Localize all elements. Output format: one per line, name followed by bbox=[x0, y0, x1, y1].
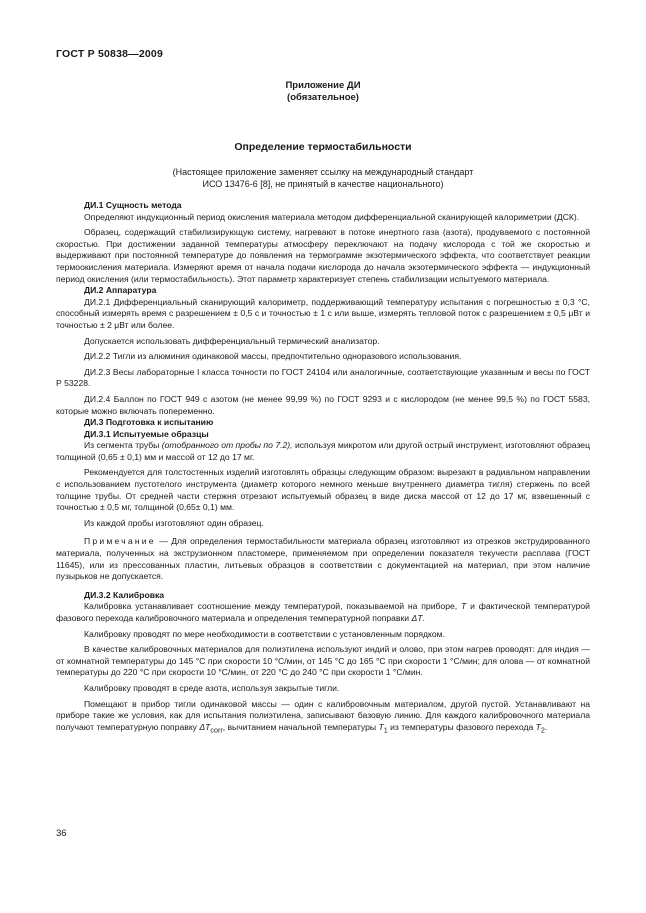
note-label: Примечание bbox=[84, 536, 156, 547]
paragraph: Помещают в прибор тигли одинаковой массы — один с калибровочным материалом, другой пустой. Устанавливают на приборе такие же условия, как для испытания полиэтилена, записывают базовую линию. Для каждого калибровочного материала получают температурную поправку $\Delta T_{corr}$, вычитанием начальной температуры $T_1$ из температуры фазового перехода $T_2$. bbox=[56, 698, 590, 735]
section-title: Определение термостабильности bbox=[234, 141, 412, 153]
paragraph: Образец, содержащий стабилизирующую систему, нагревают в потоке инертного газа (азота), продуваемого с постоянной скоростью. При достижении заданной температуры атмосферу переключают на подачу кислорода с той же скоростью и выдерживают при постоянной температуре до появления на термограмме экзотермического эффекта, что соответствует реакции термоокисления материала. Измеряют время от начала подачи кислорода до начала экзотермического эффекта — индукционный период окисления (или термостабильность). Этот параметр характеризует степень стабилизации испытуемого материала. bbox=[56, 227, 590, 284]
appendix-status: (обязательное) bbox=[287, 92, 359, 103]
paragraph: ДИ.2.1 Дифференциальный сканирующий калориметр, поддерживающий температуру испытания с погрешностью ± 0,3 °С, способный измерять время с разрешением ± 0,5 с и точностью ± 1 с или выше, измерять тепловой поток с разрешением ± 0,5 μВт и точностью ± 2 μВт или более. bbox=[56, 296, 590, 330]
heading-di3: ДИ.3 Подготовка к испытанию bbox=[84, 417, 214, 428]
paragraph: Калибровку проводят в среде азота, используя закрытые тигли. bbox=[84, 682, 340, 693]
document-body bbox=[56, 200, 590, 737]
heading-di32: ДИ.3.2 Калибровка bbox=[84, 589, 165, 600]
paragraph: Калибровка устанавливает соотношение между температурой, показываемой на приборе, T и фактической температурой фазового перехода калибровочного материала и определения температурной поправки ΔT. bbox=[56, 601, 590, 623]
section-note bbox=[56, 166, 590, 190]
appendix-title: Приложение ДИ bbox=[285, 80, 361, 91]
paragraph: ДИ.2.2 Тигли из алюминия одинаковой массы, предпочтительно одноразового использования. bbox=[84, 351, 462, 362]
paragraph: ДИ.2.4 Баллон по ГОСТ 949 с азотом (не менее 99,99 %) по ГОСТ 9293 и с кислородом (не менее 99,5 %) по ГОСТ 5583, которые можно включать попеременно. bbox=[56, 393, 590, 416]
paragraph: Рекомендуется для толстостенных изделий изготовлять образцы следующим образом: вырезают в радиальном направлении с использованием пустотелого инструмента (диаметр которого немного меньше внутреннего диаметра тигля) стержень по всей толщине трубы. От средней части стержня отрезают испытуемый образец в виде диска массой от 12 до 17 мг, взвешенный с точностью ± 0,5 мг, толщиной (0,65± 0,1) мм. bbox=[56, 467, 590, 513]
section-note-line1: (Настоящее приложение заменяет ссылку на международный стандарт bbox=[172, 167, 474, 177]
heading-di31: ДИ.3.1 Испытуемые образцы bbox=[84, 428, 209, 439]
standard-header: ГОСТ Р 50838—2009 bbox=[56, 48, 164, 60]
heading-di1: ДИ.1 Сущность метода bbox=[84, 200, 182, 210]
paragraph: Определяют индукционный период окисления материала методом дифференциальной сканирующей калориметрии (ДСК). bbox=[84, 211, 580, 222]
paragraph: Из сегмента трубы (отобранного от пробы по 7.2), используя микротом или другой острый инструмент, изготовляют образец толщиной (0,65 ± 0,1) мм и массой от 12 до 17 мг. bbox=[56, 440, 590, 462]
paragraph: В качестве калибровочных материалов для полиэтилена используют индий и олово, при этом нагрев проводят: для индия — от комнатной температуры до 145 °С при скорости 10 °С/мин, от 145 °С до 165 °С при скорости 1 °С/мин; для олова — от комнатной температуры до 220 °С при скорости 10 °С/мин, от 220 °С до 240 °С при скорости 1 °С/мин. bbox=[56, 644, 590, 678]
paragraph: ДИ.2.3 Весы лабораторные I класса точности по ГОСТ 24104 или аналогичные, соответствующие указанным и весы по ГОСТ Р 53228. bbox=[56, 366, 590, 389]
paragraph: Калибровку проводят по мере необходимости в соответствии с установленным порядком. bbox=[84, 628, 445, 639]
note-paragraph: Примечание — Для определения термостабильности материала образец изготовляют из отрезков экструдированного материала, полученных на экструзионном пластомере, применяемом при определении показателя текучести расплава (ГОСТ 11645), или из прессованных пластин, литьевых образцов в соответствии с документацией на материал, при этом наличие пузырьков не допускается. bbox=[56, 536, 590, 582]
paragraph: Из каждой пробы изготовляют один образец. bbox=[84, 517, 264, 528]
section-note-line2: ИСО 13476-6 [8], не принятый в качестве национального) bbox=[202, 179, 444, 189]
paragraph: Допускается использовать дифференциальный термический анализатор. bbox=[84, 335, 380, 346]
appendix-heading bbox=[56, 80, 590, 104]
page-number: 36 bbox=[56, 828, 67, 839]
heading-di2: ДИ.2 Аппаратура bbox=[84, 285, 157, 296]
